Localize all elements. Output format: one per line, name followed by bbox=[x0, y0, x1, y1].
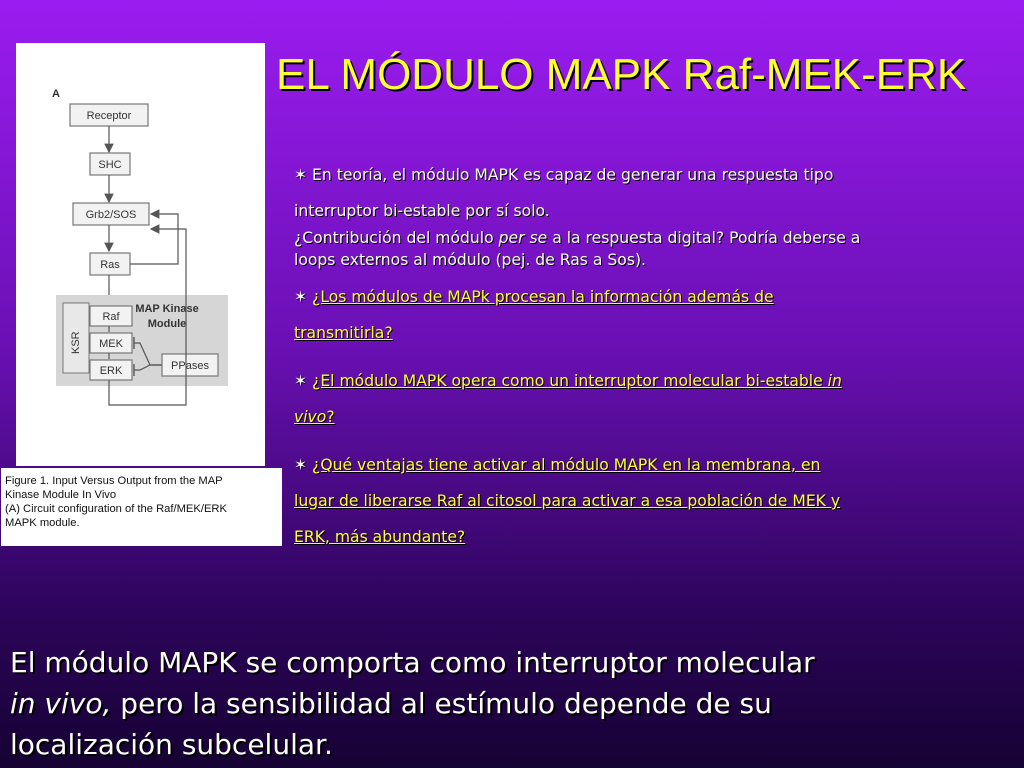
bullet-1-text: a la respuesta digital? Podría deberse a bbox=[547, 229, 861, 247]
emphasis-per-se: per se bbox=[498, 229, 548, 247]
bullet-4-link[interactable]: ERK, más abundante? bbox=[294, 528, 466, 546]
caption-line: Figure 1. Input Versus Output from the MAP bbox=[5, 475, 223, 487]
bullet-2-line bbox=[294, 279, 1019, 315]
bullet-3-text: ? bbox=[326, 408, 335, 426]
star-bullet-icon: ✶ bbox=[294, 166, 308, 184]
bullet-1-line: interruptor bi-estable por sí solo. bbox=[294, 202, 550, 220]
module-title-line2: Module bbox=[147, 318, 187, 330]
bullet-2-link[interactable]: transmitirla? bbox=[294, 324, 393, 342]
bullet-1-line bbox=[294, 227, 1019, 249]
ppases-label: PPases bbox=[171, 360, 209, 372]
conclusion-text-part: pero la sensibilidad al estímulo depende de su bbox=[111, 687, 772, 720]
bullet-1-line bbox=[294, 157, 1019, 193]
bullet-3-link[interactable] bbox=[312, 372, 842, 390]
caption-line: Kinase Module In Vivo bbox=[5, 489, 117, 501]
emphasis-vivo: vivo bbox=[294, 408, 327, 426]
conclusion-line: localización subcelular. bbox=[10, 728, 333, 761]
bullet-4-line bbox=[294, 519, 1019, 555]
bullet-1-text: ¿Contribución del módulo bbox=[294, 229, 499, 247]
bullet-4-line bbox=[294, 447, 1019, 483]
bullet-list bbox=[294, 157, 1019, 555]
erk-label: ERK bbox=[99, 365, 123, 377]
bullet-3-link[interactable] bbox=[294, 408, 335, 426]
bullet-2-line bbox=[294, 315, 1019, 351]
panel-letter: A bbox=[52, 88, 60, 100]
mapk-circuit-diagram bbox=[16, 43, 265, 466]
bullet-4 bbox=[294, 447, 1019, 555]
conclusion-text bbox=[10, 642, 1020, 765]
bullet-3 bbox=[294, 363, 1019, 435]
figure-caption bbox=[1, 468, 282, 546]
receptor-label: Receptor bbox=[86, 110, 132, 122]
caption-line: MAPK module. bbox=[5, 517, 80, 529]
raf-label: Raf bbox=[102, 311, 120, 323]
bullet-3-line bbox=[294, 399, 1019, 435]
bullet-4-link[interactable]: lugar de liberarse Raf al citosol para activar a esa población de MEK y bbox=[294, 492, 841, 510]
bullet-3-line bbox=[294, 363, 1019, 399]
mek-label: MEK bbox=[99, 338, 123, 350]
conclusion-line bbox=[10, 683, 1020, 724]
bullet-1-continuation bbox=[294, 227, 1019, 271]
bullet-2 bbox=[294, 279, 1019, 351]
grb2sos-label: Grb2/SOS bbox=[85, 209, 137, 221]
star-bullet-icon: ✶ bbox=[294, 288, 308, 306]
bullet-2-link[interactable]: ¿Los módulos de MAPk procesan la información además de bbox=[312, 288, 774, 306]
star-bullet-icon: ✶ bbox=[294, 456, 308, 474]
bullet-1-text: En teoría, el módulo MAPK es capaz de generar una respuesta tipo bbox=[312, 166, 834, 184]
pathway-figure bbox=[16, 43, 265, 466]
bullet-3-text: ¿El módulo MAPK opera como un interruptor molecular bi-estable bbox=[312, 372, 828, 390]
module-title-line1: MAP Kinase bbox=[135, 303, 199, 315]
shc-label: SHC bbox=[98, 159, 122, 171]
emphasis-in-vivo: in vivo, bbox=[10, 687, 112, 720]
bullet-4-line bbox=[294, 483, 1019, 519]
caption-line: (A) Circuit configuration of the Raf/MEK/ERK bbox=[5, 503, 227, 515]
ras-label: Ras bbox=[100, 259, 120, 271]
bullet-4-link[interactable]: ¿Qué ventajas tiene activar al módulo MAPK en la membrana, en bbox=[312, 456, 821, 474]
emphasis-in: in bbox=[827, 372, 842, 390]
ksr-label: KSR bbox=[70, 331, 82, 354]
slide-title: EL MÓDULO MAPK Raf-MEK-ERK bbox=[276, 50, 967, 99]
bullet-1-line: loops externos al módulo (pej. de Ras a Sos). bbox=[294, 251, 646, 269]
conclusion-line: El módulo MAPK se comporta como interruptor molecular bbox=[10, 646, 815, 679]
star-bullet-icon: ✶ bbox=[294, 372, 308, 390]
bullet-1 bbox=[294, 157, 1019, 229]
